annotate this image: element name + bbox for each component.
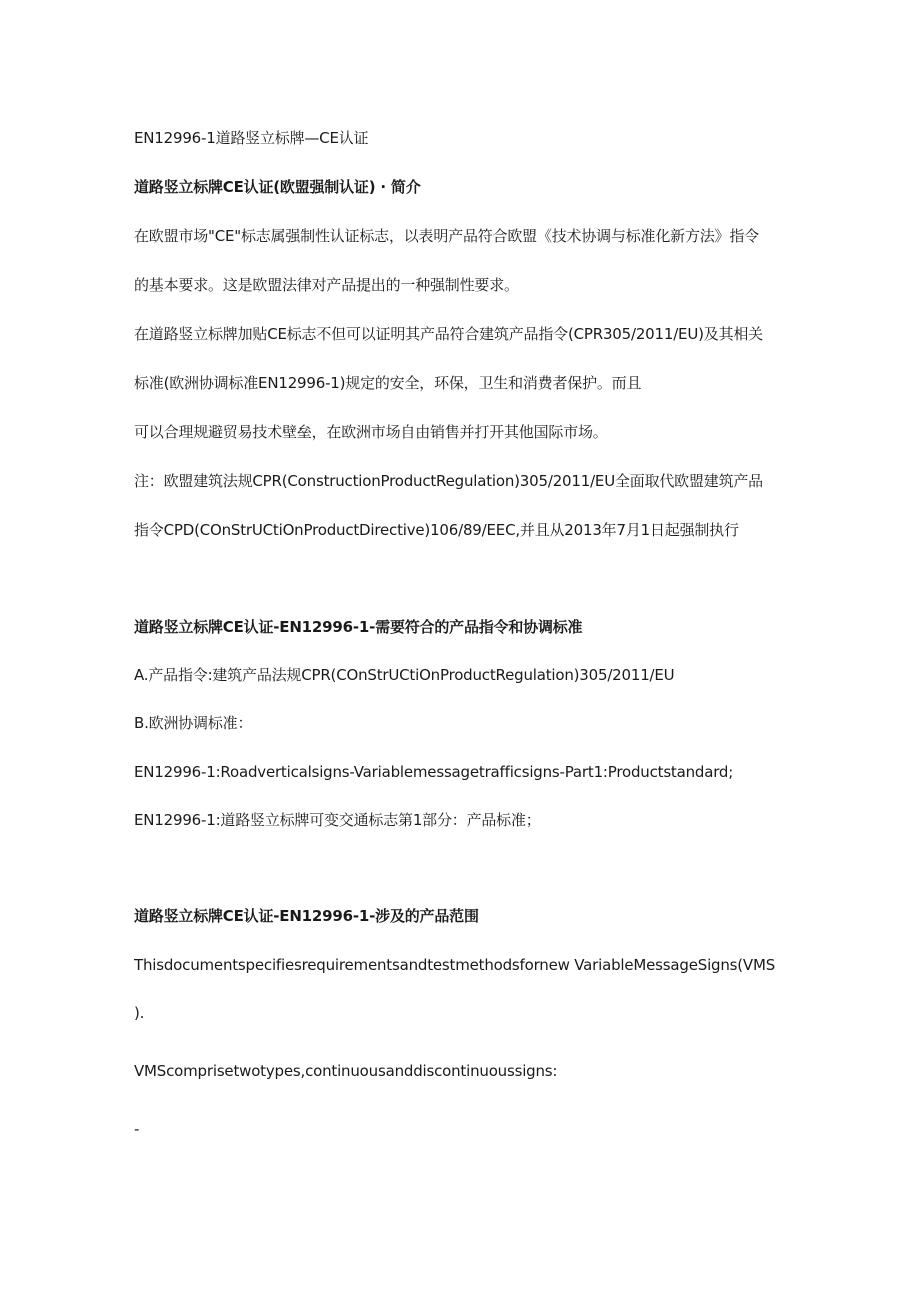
paragraph-line: 的基本要求。这是欧盟法律对产品提出的一种强制性要求。 [134,276,519,294]
paragraph-line: A.产品指令:建筑产品法规CPR(COnStrUCtiOnProductRegulation)305/2011/EU [134,666,675,684]
paragraph-line: ). [134,1004,145,1022]
paragraph-line: - [134,1120,140,1138]
paragraph-line: Thisdocumentspecifiesrequirementsandtestmethodsfornew VariableMessageSigns(VMS [134,956,776,974]
paragraph-line: 在欧盟市场"CE"标志属强制性认证标志，以表明产品符合欧盟《技术协调与标准化新方法》指令 [134,227,759,245]
section-heading-intro: 道路竖立标牌CE认证(欧盟强制认证) · 简介 [134,178,421,196]
section-heading-standards: 道路竖立标牌CE认证-EN12996-1-需要符合的产品指令和协调标准 [134,618,583,636]
note-line: 指令CPD(COnStrUCtiOnProductDirective)106/89/EEC,并且从2013年7月1日起强制执行 [134,521,739,539]
paragraph-line: 在道路竖立标牌加贴CE标志不但可以证明其产品符合建筑产品指令(CPR305/2011/EU)及其相关 [134,325,763,343]
paragraph-line: VMScomprisetwotypes,continuousanddiscontinuoussigns: [134,1062,558,1080]
paragraph-line: 可以合理规避贸易技术壁垒，在欧洲市场自由销售并打开其他国际市场。 [134,423,608,441]
note-line: 注：欧盟建筑法规CPR(ConstructionProductRegulation)305/2011/EU全面取代欧盟建筑产品 [134,472,763,490]
paragraph-line: EN12996-1:Roadverticalsigns-Variablemessagetrafficsigns-Part1:Productstandard; [134,763,734,781]
document-title: EN12996-1道路竖立标牌—CE认证 [134,129,369,147]
paragraph-line: B.欧洲协调标准： [134,714,253,732]
paragraph-line: 标准(欧洲协调标准EN12996-1)规定的安全，环保，卫生和消费者保护。而且 [134,374,642,392]
paragraph-line: EN12996-1:道路竖立标牌可变交通标志第1部分：产品标准； [134,811,541,829]
section-heading-scope: 道路竖立标牌CE认证-EN12996-1-涉及的产品范围 [134,907,479,925]
